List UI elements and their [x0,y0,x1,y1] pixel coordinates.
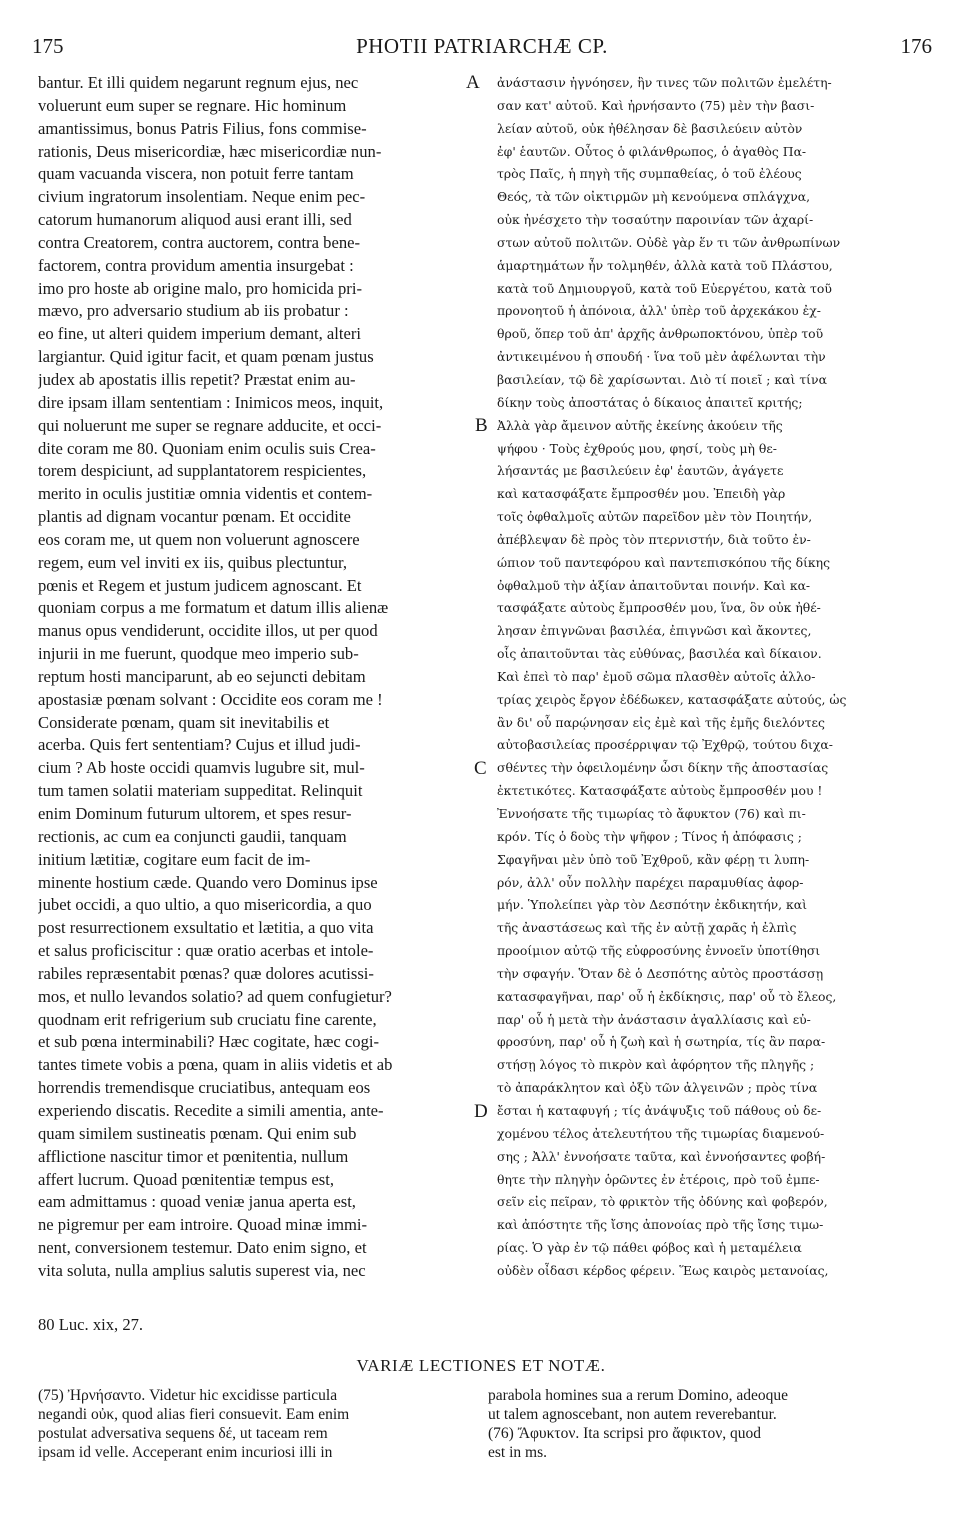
greek-text-line: σαν κατ' αὐτοῦ. Καὶ ἠρνήσαντο (75) μὲν τὴν βασι- [497,97,815,113]
greek-column [497,72,932,1283]
greek-text-line: οὐδὲν οἶδασι κέρδος φέρειν. Ἕως καιρὸς μετανοίας, [497,1262,829,1278]
greek-text-line: ψήφου · Τοὺς ἐχθρούς μου, φησί, τοὺς μὴ θε- [497,440,777,456]
latin-text-line: experiendo discatis. Recedite a simili amentia, ante- [38,1100,384,1120]
note-line: postulat adversativa sequens δέ, ut taceam rem [38,1425,328,1442]
greek-text-line: λησαν ἐπιγνῶναι βασιλέα, ἐπιγνῶσι καὶ ἄκοντες, [497,623,812,639]
greek-text-line: προνοητοῦ ἡ ἀπόνοια, ἀλλ' ὑπὲρ τοῦ ἀρχεκάκου ἐχ- [497,303,821,319]
greek-text-line: αὐτοβασιλείας προσέρριψαν τῷ Ἐχθρῷ, τούτου διχα- [497,737,833,753]
greek-text-line: ρίας. Ὁ γὰρ ἐν τῷ πάθει φόβος καὶ ἡ μεταμέλεια [497,1240,802,1256]
greek-text-line: Σφαγῆναι μὲν ὑπὸ τοῦ Ἐχθροῦ, κἂν φέρῃ τι λυπη- [497,851,810,867]
greek-text-line: σης ; Ἀλλ' ἐννοήσατε ταῦτα, καὶ ἐννοήσαντες φοβή- [497,1148,826,1164]
latin-text-line: reptum hosti manciparunt, ab eo sejuncti debitam [38,666,366,686]
greek-text-line: φροσύνη, παρ' οὗ ἡ ζωὴ καὶ ἡ σωτηρία, τίς ἂν παρα- [497,1034,826,1050]
greek-text-line: Ἀλλὰ γὰρ ἄμεινον αὐτῆς ἐκείνης ἀκούειν τῆς [497,417,783,433]
latin-text-line: qui noluerunt me super se regnare adducite, et occi- [38,415,382,435]
latin-text-line: regem, eum vel inviti ex iis, quibus plectuntur, [38,552,348,572]
note-line: (75) Ἠρνήσαντο. Videtur hic excidisse particula [38,1387,338,1404]
greek-text-line: ἀνάστασιν ἠγνόησεν, ἣν τινες τῶν πολιτῶν ἐμελέτη- [497,75,832,90]
latin-text-line: cium ? Ab hoste occidi quamvis lugubre sit, mul- [38,758,365,778]
latin-text-line: afflictione nascitur timor et pœnitentia, nullum [38,1146,349,1166]
latin-text-line: initium lætitiæ, cogitare eum facit de im- [38,849,311,869]
latin-text-line: imo pro hoste ab origine malo, pro homicida pri- [38,278,362,298]
latin-text-line: eos coram me, ut quem non voluerunt agnoscere [38,529,360,549]
greek-text-line: καὶ κατασφάξατε ἔμπροσθέν μου. Ἐπειδὴ γὰρ [497,486,786,502]
greek-text-line: ὀφθαλμοῦ τὴν ἀξίαν ἀπαιτοῦνται ποινήν. Καὶ κα- [497,577,811,593]
note-line: ipsam id velle. Acceperant enim incuriosi illi in [38,1444,333,1461]
greek-text-line: λήσαντάς με βασιλεύειν ἐφ' ἑαυτῶν, ἀγάγετε [497,463,784,479]
greek-text-line: ρόν, ἀλλ' οὖν πολλὴν παρέχει παραμυθίας ἀφορ- [497,874,804,890]
margin-mark-c: C [474,758,487,779]
latin-text-line: merito in oculis justitiæ omnia videntis et contem- [38,484,373,504]
greek-text-line: καὶ ἀπόστητε τῆς ἴσης ἀπονοίας πρὸ τῆς ἴσης τιμω- [497,1217,824,1233]
latin-text-line: bantur. Et illi quidem negarunt regnum ejus, nec [38,73,359,92]
greek-text-line: σθέντες τὴν ὀφειλομένην ὦσι δίκην τῆς ἀποστασίας [497,760,829,776]
latin-text-line: judex ab apostatis illis repetit? Præstat enim au- [38,369,356,389]
greek-text-line: στήσῃ λόγος τὸ πικρὸν καὶ ἀφόρητον τῆς πληγῆς ; [497,1057,815,1073]
greek-text-line: ἁμαρτημάτων ἦν τολμηθέν, ἀλλὰ κατὰ τοῦ Πλάστου, [497,257,833,273]
latin-text-line: largiantur. Quid igitur facit, et quam pœnam justus [38,347,374,367]
latin-text-line: tum tamen solatii materiam suppeditat. Relinquit [38,781,363,801]
latin-text-line: et sub pœna interminabili? Hæc cogitate, hæc cogi- [38,1032,379,1052]
greek-text-line: ἐκτετικότες. Κατασφάξατε αὐτοὺς ἔμπροσθέν μου ! [497,783,823,799]
notes-left-column [38,1386,468,1462]
greek-text-line: θροῦ, ὅπερ τοῦ ἀπ' ἀρχῆς ἀνθρωποκτόνου, ὑπὲρ τοῦ [497,326,824,342]
footnote: 80 Luc. xix, 27. [38,1315,144,1334]
greek-text-line: σεῖν εἰς πεῖραν, τὸ φρικτὸν τῆς ὀδύνης καὶ φοβερόν, [497,1194,828,1210]
note-line: negandi οὐκ, quod alias fieri consuevit. Eam enim [38,1406,350,1423]
greek-text-line: τασφάξατε αὐτοὺς ἔμπροσθέν μου, ἵνα, ὃν οὐκ ἠθέ- [497,600,821,616]
latin-column [38,72,468,1283]
latin-text-line: mos, et nullo levandos solatio? ad quem confugietur? [38,986,392,1006]
latin-text-line: dire ipsam illam sententiam : Inimicos meos, inquit, [38,392,384,412]
running-header [32,34,932,62]
greek-text-line: ἐφ' ἑαυτῶν. Οὗτος ὁ φιλάνθρωπος, ὁ ἀγαθὸς Πα- [497,143,807,159]
greek-text-line: ἀπέβλεψαν δὲ πρὸς τὸν πτερνιστήν, διὰ τοῦτο ἐν- [497,531,811,547]
running-title: PHOTII PATRIARCHÆ CP. [356,34,608,58]
greek-text-line: τὸ ἀπαράκλητον καὶ ὀξὺ τῶν ἀλγεινῶν ; πρὸς τίνα [497,1080,818,1096]
greek-text-line: χομένου τέλος ἀτελευτήτου τῆς τιμωρίας διαμενού- [497,1125,825,1141]
greek-text-line: οὐκ ἠνέσχετο τὴν τοσαύτην παροινίαν τῶν ἀχαρί- [497,212,814,228]
latin-text-line: quodnam erit refrigerium sub cruciatu fine carente, [38,1009,377,1029]
greek-text-line: τρὸς Παῖς, ἡ πηγὴ τῆς συμπαθείας, ὁ τοῦ ἐλέους [497,166,802,182]
greek-text-line: ἀντικειμένου ἡ σπουδή · ἵνα τοῦ μὲν ἀφέλωνται τὴν [497,349,826,365]
greek-text-line: τῆς ἀναστάσεως καὶ τῆς ἐν αὐτῇ χαρᾶς ἡ ἐλπὶς [497,920,797,936]
greek-text-line: τοῖς ὀφθαλμοῖς αὐτῶν παρεῖδον μὲν τὸν Ποιητήν, [497,509,813,525]
latin-text-line: et salus proficiscitur : quæ oratio acerbas et intole- [38,941,374,961]
latin-text-line: eam admittamus : quoad veniæ janua aperta est, [38,1192,356,1212]
latin-text-line: enim Dominum futurum ultorem, et spes resur- [38,804,352,823]
latin-text-line: jubet occidi, a quo ultio, a quo misericordia, a quo [38,895,372,915]
note-line: (76) Ἄφυκτον. Ita scripsi pro ἄφικτον, quod [488,1425,762,1442]
greek-text-line: ἔσται ἡ καταφυγή ; τίς ἀνάψυξις τοῦ πάθους οὐ δε- [497,1102,822,1118]
latin-text-line: apostasiæ pœnam solvant : Occidite eos coram me ! [38,689,383,709]
greek-text-line: μήν. Ὑπολείπει γὰρ τὸν Δεσπότην ἐκδικητήν, καὶ [497,897,808,913]
greek-text-line: παρ' οὗ ἡ μετὰ τὴν ἀνάστασιν ἀγαλλίασις καὶ εὐ- [497,1011,811,1027]
latin-text-line: affert lucrum. Quoad pœnitentiæ tempus est, [38,1169,335,1189]
latin-text-line: factorem, contra providum amentia insurgebat : [38,255,354,275]
latin-text-line: quam similem sustineatis pœnam. Qui enim sub [38,1123,357,1143]
latin-text-line: torem despiciunt, ad supplantatorem respicientes, [38,461,367,481]
greek-text-line: δίκην τοὺς ἀποστάτας ὁ δίκαιος ἀπαιτεῖ κριτής; [497,394,803,410]
latin-text-line: acerba. Quis fert sententiam? Cujus et illud judi- [38,735,361,755]
greek-text-line: κατασφαγῆναι, παρ' οὗ ἡ ἐκδίκησις, παρ' οὗ τὸ ἔλεος, [497,988,837,1004]
latin-text-line: ne pigremur per eam introire. Quoad minæ immi- [38,1215,368,1235]
greek-text-line: Καὶ ἐπεὶ τὸ παρ' ἐμοῦ σῶμα πλασθὲν αὐτοῖς ἀλλο- [497,668,816,684]
greek-text-line: Ἐννοήσατε τῆς τιμωρίας τὸ ἄφυκτον (76) καὶ πι- [497,806,806,821]
latin-text-line: nent, conversionem testemur. Dato enim signo, et [38,1238,367,1258]
greek-text-line: οἷς ἀπαιτοῦνται τὰς εὐθύνας, βασιλέα καὶ δίκαιον. [497,646,822,662]
latin-text-line: civium ingratorum insolentiam. Neque enim pec- [38,187,366,207]
latin-text-line: amantissimus, bonus Patris Filius, fons commise- [38,118,367,138]
greek-text-line: βασιλείαν, τῷ δὲ χαρίσωνται. Διὸ τί ποιεῖ ; καὶ τίνα [497,371,827,387]
greek-text-line: ἂν δι' οὗ παρῴνησαν εἰς ἐμὲ καὶ τῆς ἐμῆς διελόντες [497,714,825,730]
latin-text-line: pœnis et Regem et justum judicem agnoscant. Et [38,575,362,595]
note-line: parabola homines sua a rerum Domino, adeoque [488,1387,789,1404]
notes-right-column [488,1386,928,1462]
greek-text-line: τὴν σφαγήν. Ὅταν δὲ ὁ Δεσπότης αὐτὸς προστάσσῃ [497,965,824,981]
latin-text-line: horrendis tremendisque cruciatibus, antequam eos [38,1078,371,1098]
greek-text-line: κατὰ τοῦ Δημιουργοῦ, κατὰ τοῦ Εὐεργέτου, κατὰ τοῦ [497,280,832,296]
latin-text-line: minente hostium cæde. Quando vero Dominus ipse [38,872,378,892]
margin-mark-b: B [475,415,488,436]
margin-mark-a: A [466,72,480,93]
greek-text-line: ώπιον τοῦ παντεφόρου καὶ παντεπισκόπου τῆς δίκης [497,554,831,570]
greek-text-line: τρίας χειρὸς ἔργον ἐδέδωκεν, κατασφάξατε αὐτούς, ὡς [497,691,847,707]
margin-mark-d: D [474,1101,488,1122]
latin-text-line: catorum humanorum aliquod ausi erant illi, sed [38,210,352,230]
greek-text-line: στων αὐτοῦ πολιτῶν. Οὐδὲ γὰρ ἕν τι τῶν ἀνθρωπίνων [497,234,841,250]
notes-title: VARIÆ LECTIONES ET NOTÆ. [356,1356,606,1375]
latin-text-line: dite coram me 80. Quoniam enim oculis suis Crea- [38,438,376,458]
latin-text-line: post resurrectionem exsultatio et lætitia, a quo vita [38,918,374,938]
page-number-right: 176 [900,34,932,58]
greek-text-line: Θεός, τὰ τῶν οἰκτιρμῶν μὴ κενούμενα σπλάγχνα, [497,189,811,205]
latin-text-line: quam vacuanda viscera, non potuit ferre tantam [38,164,354,184]
page-number-left: 175 [32,34,64,58]
greek-text-line: προοίμιον αὐτῷ τῆς εὐφροσύνης ἐννοεῖν ὑποτίθησι [497,943,821,959]
greek-text-line: κρόν. Τίς ὁ δοὺς τὴν ψῆφον ; Τίνος ἡ ἀπόφασις ; [497,828,802,844]
latin-text-line: injurii in me fuerunt, quodque meo imperio sub- [38,644,359,664]
greek-text-line: λείαν αὐτοῦ, οὐκ ἠθέλησαν δὲ βασιλεύειν αὐτὸν [497,120,803,136]
latin-text-line: mævo, pro adversario studium ab iis probatur : [38,301,349,321]
latin-text-line: rectionis, ac cum ea conjuncti gaudii, tanquam [38,826,347,846]
note-line: ut talem agnoscebant, non autem reverebantur. [488,1406,777,1423]
latin-text-line: rabiles repræsentabit pœnas? quæ dolores acutissi- [38,963,374,983]
latin-text-line: manus opus vendiderunt, occidite illos, ut per quod [38,621,378,641]
latin-text-line: contra Creatorem, contra auctorem, contra bene- [38,232,361,252]
greek-text-line: θητε τὴν πληγὴν ὁρῶντες ἐν ἑτέροις, πρὸ τοῦ ἐμπε- [497,1171,820,1187]
latin-text-line: plantis ad dignam vocantur pœnam. Et occidite [38,507,351,527]
note-line: est in ms. [488,1444,547,1461]
latin-text-line: quoniam corpus a me formatum et datum illis alienæ [38,598,389,618]
latin-text-line: eo fine, ut alteri quidem imperium demant, alteri [38,324,362,344]
latin-text-line: voluerunt eum super se regnare. Hic hominum [38,95,347,115]
latin-text-line: tantes timete vobis a pœna, quam in aliis videtis et ab [38,1055,393,1075]
latin-text-line: rationis, Deus misericordiæ, hæc misericordiæ nun- [38,141,382,161]
latin-text-line: vita soluta, nulla amplius salutis superest via, nec [38,1260,366,1280]
latin-text-line: Considerate pœnam, quam sit inevitabilis et [38,712,330,732]
